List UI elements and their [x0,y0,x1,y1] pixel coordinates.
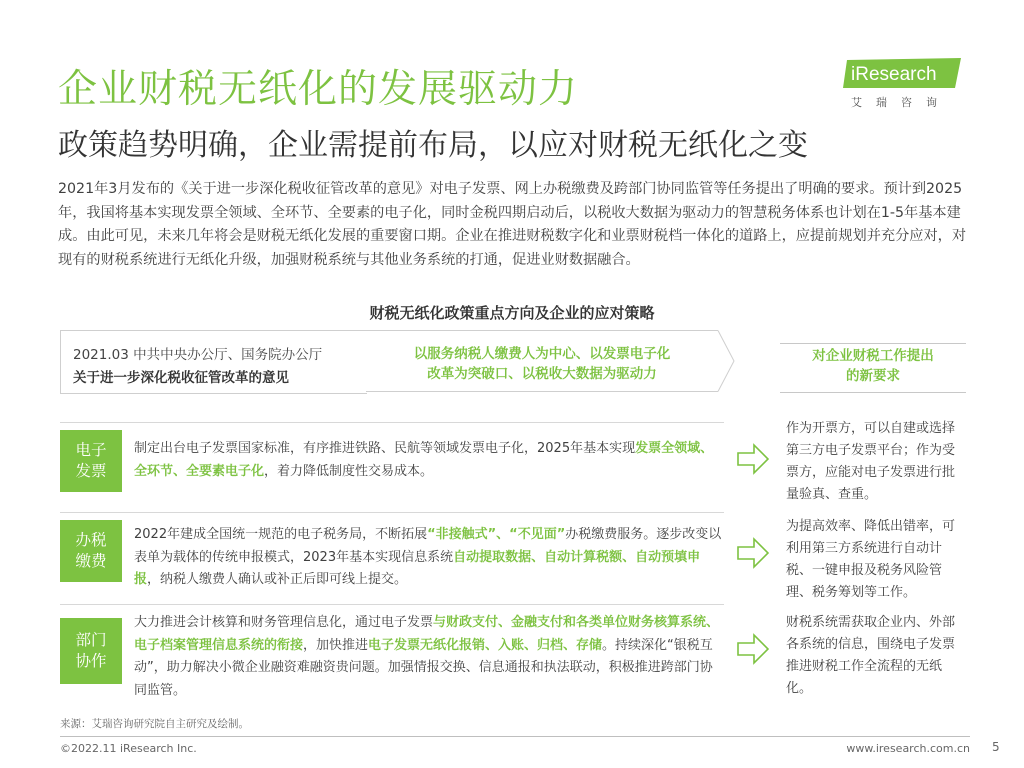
policy-focus-line-2: 改革为突破口、以税收大数据为驱动力 [427,366,657,382]
section-label-line: 部门 [75,631,107,649]
requirements-header-line-2: 的新要求 [846,368,900,384]
requirement-department-collab: 财税系统需获取企业内、外部各系统的信息，围绕电子发票推进财税工作全流程的无纸化。 [786,615,956,696]
right-arrow-icon [736,632,770,666]
section-divider [60,512,724,513]
section-text-tax-payment [134,524,724,592]
policy-name: 关于进一步深化税收征管改革的意见 [73,370,289,386]
section-text: ，纳税人缴费人确认或补正后即可线上提交。 [147,572,408,588]
diagram-title: 财税无纸化政策重点方向及企业的应对策略 [369,304,655,322]
policy-focus-banner [366,330,736,392]
section-text: 制定出台电子发票国家标准，有序推进铁路、民航等领域发票电子化，2025年基本实现 [134,441,636,456]
right-header-top-rule [780,343,966,344]
section-highlight: 与财政支付、金融支付和各类单位财务核算系统、电子档案管理信息系统的衔接 [134,615,720,653]
section-label-tax-payment [60,520,122,582]
logo-subtitle: 艾瑞咨询 [851,96,951,109]
website-url[interactable]: www.iresearch.com.cn [846,742,970,755]
section-text: 2022年建成全国统一规范的电子税务局，不断拓展 [134,527,428,542]
requirements-header [780,346,966,386]
iresearch-logo [843,52,971,114]
requirement-e-invoice: 作为开票方，可以自建或选择第三方电子发票平台；作为受票方，应能对电子发票进行批量验真、查重。 [786,421,956,502]
section-highlight: 电子发票无纸化报销、入账、归档、存储 [368,637,603,653]
section-label-department-collab [60,618,122,684]
section-text: ，着力降低制度性交易成本。 [264,463,434,479]
section-divider [60,604,724,605]
right-header-bottom-rule [780,392,966,393]
section-highlight: 发票全领域、全环节、全要素电子化 [134,441,714,479]
footer-divider [60,736,970,737]
logo-wordmark: iResearch [851,64,937,85]
right-arrow-icon [736,442,770,476]
section-text: 办税缴费服务。逐步改变以表单为载体的传统申报模式，2023年基本实现信息系统 [134,527,722,565]
iresearch-logo-mark [843,58,961,88]
policy-document-box [60,330,367,394]
requirements-header-line-1: 对企业财税工作提出 [812,348,934,364]
section-label-line: 缴费 [75,552,107,570]
page-title: 企业财税无纸化的发展驱动力 [58,67,579,112]
copyright: ©2022.11 iResearch Inc. [60,742,197,755]
section-highlight: “非接触式”、“不见面” [427,527,566,542]
section-text: 。持续深化“银税互动”，助力解决小微企业融资难融资贵问题。加强情报交换、信息通报和执法联动，积极推进跨部门协同监管。 [134,637,713,698]
page-subtitle: 政策趋势明确，企业需提前布局，以应对财税无纸化之变 [58,128,808,163]
source-note: 来源：艾瑞咨询研究院自主研究及绘制。 [60,718,249,730]
section-text-e-invoice [134,438,724,483]
section-label-line: 协作 [75,652,107,670]
page-number: 5 [992,740,1000,754]
section-highlight: 自动提取数据、自动计算税额、自动预填申报 [134,549,701,588]
requirement-tax-payment: 为提高效率、降低出错率，可利用第三方系统进行自动计税、一键申报及税务风险管理、税务筹划等工作。 [786,519,956,600]
section-label-e-invoice [60,430,122,492]
section-divider [60,422,724,423]
section-label-line: 办税 [75,531,107,549]
intro-paragraph: 2021年3月发布的《关于进一步深化税收征管改革的意见》对电子发票、网上办税缴费及跨部门协同监管等任务提出了明确的要求。预计到2025年，我国将基本实现发票全领域、全环节、全要素的电子化，同时金税四期启动后，以税收大数据为驱动力的智慧税务体系也计划在1-5年基本建成。由此可见，未来几年将会是财税无纸化发展的重要窗口期。企业在推进财税数字化和业票财税档一体化的道路上，应提前规划并充分应对，对现有的财税系统进行无纸化升级，加强财税系统与其他业务系统的打通，促进业财数据融合。 [58,181,967,268]
section-label-line: 电子 [75,441,107,459]
section-text: ，加快推进 [303,637,369,653]
policy-issuer: 2021.03 中共中央办公厅、国务院办公厅 [73,347,323,363]
section-label-line: 发票 [75,462,107,480]
right-arrow-icon [736,536,770,570]
section-text-department-collab [134,612,724,702]
policy-focus-line-1: 以服务纳税人缴费人为中心、以发票电子化 [413,346,671,362]
section-text: 大力推进会计核算和财务管理信息化，通过电子发票 [134,615,434,630]
